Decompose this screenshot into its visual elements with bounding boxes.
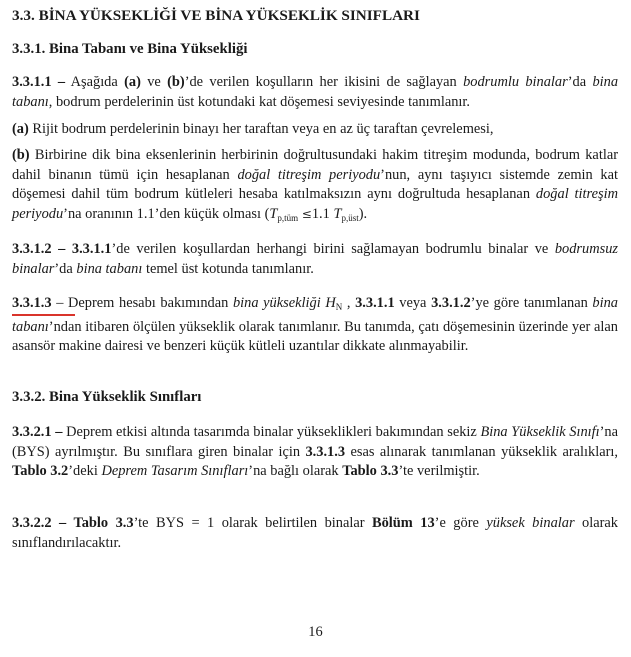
page-number: 16	[308, 624, 323, 640]
subsection-heading-3-3-1: 3.3.1. Bina Tabanı ve Bina Yüksekliği	[12, 41, 248, 57]
period-symbol: T	[269, 205, 278, 222]
red-underline-mark	[12, 314, 75, 316]
subsection-heading-3-3-2: 3.3.2. Bina Yükseklik Sınıfları	[12, 389, 202, 405]
section-heading: 3.3. BİNA YÜKSEKLİĞİ VE BİNA YÜKSEKLİK SINIFLARI	[12, 7, 420, 24]
paragraph-condition-a: (a) Rijit bodrum perdelerinin binayı her taraftan veya en az üç taraftan çevrelemesi,	[12, 121, 494, 137]
paragraph-3-3-1-3: 3.3.1.3 – Deprem hesabı bakımından bina yüksekliği $H_N$ , 3.3.1.1 veya 3.3.1.2’ye göre tanımlanan bina tabanı’ndan itibaren ölçülen yükseklik olarak tanımlanır. Bu tanımda, çatı döşemesinin üzerinde yer alan asansör makine dairesi ve benzeri küçük kütleli uzantılar dikkate alınmayabilir.	[12, 295, 618, 354]
height-symbol: H	[325, 295, 336, 311]
period-symbol: T	[333, 205, 342, 222]
paragraph-condition-b: (b) Birbirine dik bina eksenlerinin herbirinin doğrultusundaki hakim titreşim modunda, bodrum katlar dahil binanın tümü için hesaplanan doğal titreşim periyodu’nun, aynı taşıyıcı sistemde zemin kat döşemesi dahil tüm bodrum kütleleri hesaba katılmaksızın aynı doğrultuda hesaplanan doğal titreşim periyodu’na oranının 1.1’den küçük olması ($T_{p,tüm} \le 1.1$ $T_{p,üst}$).	[12, 147, 618, 223]
paragraph-3-3-2-2: 3.3.2.2 – Tablo 3.3’te BYS = 1 olarak belirtilen binalar Bölüm 13’e göre yüksek binalar olarak sınıflandırılacaktır.	[12, 515, 618, 551]
paragraph-3-3-2-1: 3.3.2.1 – Deprem etkisi altında tasarımda binalar yükseklikleri bakımından sekiz Bina Yükseklik Sınıfı’na (BYS) ayrılmıştır. Bu sınıflara giren binalar için 3.3.1.3 esas alınarak tanımlanan yükseklik aralıkları, Tablo 3.2’deki Deprem Tasarım Sınıfları’na bağlı olarak Tablo 3.3’te verilmiştir.	[12, 424, 619, 479]
paragraph-3-3-1-2: 3.3.1.2 – 3.3.1.1’de verilen koşullardan herhangi birini sağlamayan bodrumlu binalar ve bodrumsuz binalar’da bina tabanı temel üst kotunda tanımlanır.	[12, 241, 618, 277]
highlighted-clause-number: 3.3.1.3	[12, 295, 52, 311]
clause-number: 3.3.1.1 –	[12, 74, 66, 90]
paragraph-3-3-1-1: 3.3.1.1 – Aşağıda (a) ve (b)’de verilen koşulların her ikisini de sağlayan bodrumlu binalar’da bina tabanı, bodrum perdelerinin üst kotundaki kat döşemesi seviyesinde tanımlanır.	[12, 74, 619, 110]
